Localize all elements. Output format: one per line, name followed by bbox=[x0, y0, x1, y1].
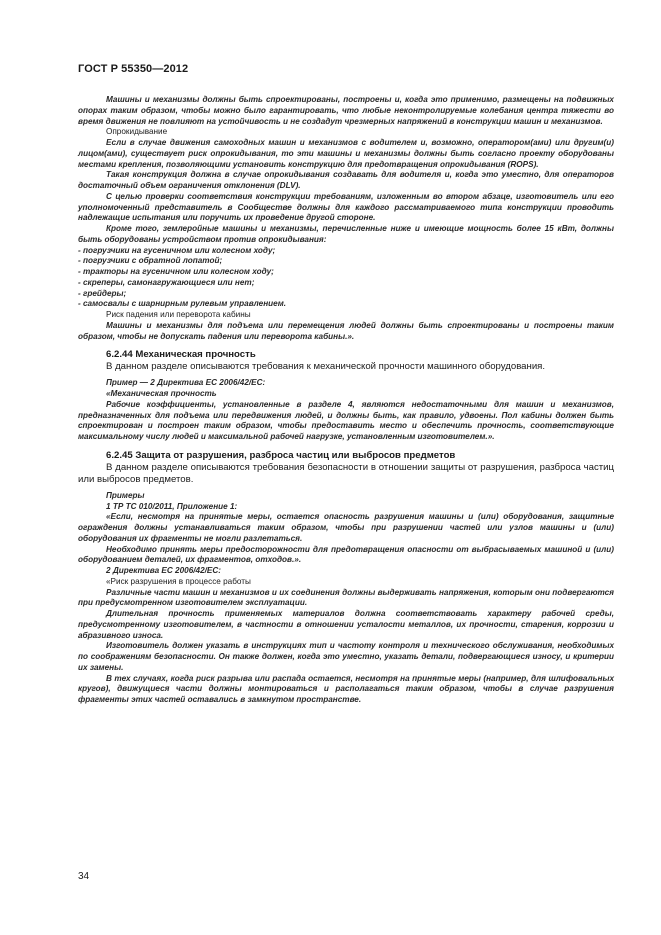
paragraph-earthmoving: Кроме того, землеройные машины и механизмы, перечисленные ниже и имеющие мощность более 15 кВт, должны быть оборудованы устройством против опрокидывания: bbox=[78, 224, 614, 244]
section-title-6-2-44: 6.2.44 Механическая прочность bbox=[106, 349, 256, 361]
page-number: 34 bbox=[78, 871, 90, 882]
paragraph-dlv: Такая конструкция должна в случае опрокидывания создавать для водителя и, когда это уместно, для операторов достаточный объем ограничения отклонения (DLV). bbox=[78, 170, 614, 190]
example-2-paragraph: Различные части машин и механизмов и их соединения должны выдерживать напряжения, которым они подвергаются при предусмотренном изготовителем эксплуатации. bbox=[78, 587, 614, 608]
paragraph-rops: Если в случае движения самоходных машин и механизмов с водителем и, возможно, оператором(ами) или другим(и) лицом(ами), существует риск опрокидывания, то эти машины и механизмы должны быть согласно проекту оборудованы местами крепления, позволяющими установить конструкцию для предотвращения опрокидывания (ROPS). bbox=[78, 138, 614, 169]
list-item: - самосвалы с шарнирным рулевым управлением. bbox=[78, 299, 287, 309]
example-1-paragraph: «Если, несмотря на принятые меры, остается опасность разрушения машины и (или) оборудования, защитные ограждения должны устанавливаться таким образом, чтобы при разрушении частей или узлов машины и (или) оборудования их фрагменты не могли разлетаться. bbox=[78, 512, 614, 543]
example-text: Рабочие коэффициенты, установленные в разделе 4, являются недостаточными для машин и механизмов, предназначенных для подъема или передвижения людей, и должны быть, как правило, удвоены. Пол кабины должен быть спроектирован и построен таким образом, чтобы предоставить место и обеспечить прочность, соответствующие максимальному числу людей и максимальной рабочей нагрузке, установленным изготовителем.». bbox=[78, 399, 614, 441]
example-1-label: 1 ТР ТС 010/2011, Приложение 1: bbox=[106, 501, 238, 511]
page-body bbox=[78, 95, 614, 706]
subheading-cab-fall: Риск падения или переворота кабины bbox=[106, 310, 251, 319]
examples-label: Примеры bbox=[106, 490, 145, 500]
list-item: - погрузчики с обратной лопатой; bbox=[78, 256, 223, 266]
example-title: «Механическая прочность bbox=[106, 389, 217, 398]
document-header: ГОСТ Р 55350—2012 bbox=[78, 63, 189, 75]
subheading-rollover: Опрокидывание bbox=[106, 127, 168, 137]
example-2-heading: «Риск разрушения в процессе работы bbox=[106, 576, 251, 586]
list-item: - погрузчики на гусеничном или колесном ходу; bbox=[78, 245, 276, 255]
example-1-paragraph: Необходимо принять меры предосторожности для предотвращения опасности от выбрасываемых машиной и (или) оборудованием деталей, их фрагментов, отходов.». bbox=[78, 544, 614, 565]
paragraph-verification: С целью проверки соответствия конструкции требованиям, изложенным во втором абзаце, изготовитель или его уполномоченный представитель в Сообществе должны для каждого рассматриваемого типа конструкции проводить надлежащие испытания или поручить их проведение другой стороне. bbox=[78, 191, 614, 223]
section-text-6-2-45: В данном разделе описываются требования безопасности в отношении защиты от разрушения, разброса частиц или выбросов предметов. bbox=[78, 461, 614, 485]
example-2-paragraph: Длительная прочность применяемых материалов должна соответствовать характеру рабочей среды, предусмотренному изготовителем, в частности в отношении усталости металлов, их прочности, старения, коррозии и абразивного износа. bbox=[78, 609, 614, 640]
example-label: Пример — 2 Директива ЕС 2006/42/EC: bbox=[106, 378, 266, 388]
list-item: - скреперы, самонагружающиеся или нет; bbox=[78, 277, 255, 287]
section-text-6-2-44: В данном разделе описываются требования к механической прочности машинного оборудования. bbox=[106, 361, 546, 373]
list-item: - грейдеры; bbox=[78, 288, 127, 298]
paragraph-cab-fall: Машины и механизмы для подъема или перемещения людей должны быть спроектированы и построены таким образом, чтобы не допускать падения или переворота кабины.». bbox=[78, 320, 614, 341]
example-2-paragraph: В тех случаях, когда риск разрыва или распада остается, несмотря на принятые меры (например, для шлифовальных кругов), движущиеся части должны монтироваться и располагаться таким образом, чтобы в случае разрушения фрагменты этих частей оставались в замкнутом пространстве. bbox=[78, 673, 614, 704]
example-2-paragraph: Изготовитель должен указать в инструкциях тип и частоту контроля и технического обслуживания, необходимых по соображениям безопасности. Он также должен, когда это уместно, указать детали, подвергающиеся износу, и критерии их замены. bbox=[78, 641, 614, 672]
paragraph-stability: Машины и механизмы должны быть спроектированы, построены и, когда это применимо, размещены на подвижных опорах таким образом, чтобы можно было гарантировать, что любые неконтролируемые колебания центра тяжести во время движения не повлияют на устойчивость и не создадут чрезмерных напряжений в конструкции машин и механизмов. bbox=[78, 95, 614, 126]
example-2-label: 2 Директива ЕС 2006/42/EC: bbox=[106, 566, 222, 575]
list-item: - тракторы на гусеничном или колесном ходу; bbox=[78, 267, 274, 276]
section-title-6-2-45: 6.2.45 Защита от разрушения, разброса частиц или выбросов предметов bbox=[106, 449, 456, 461]
